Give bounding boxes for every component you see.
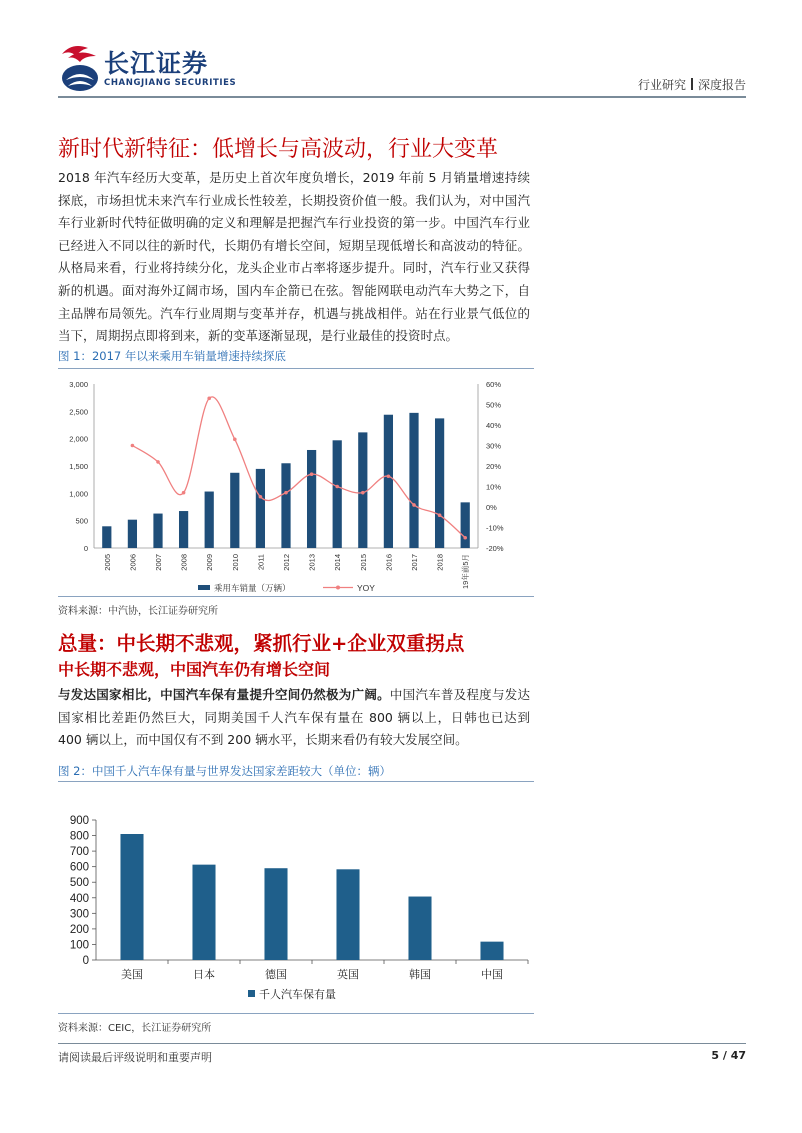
right-axis-tick: 20% [486,462,502,471]
category-in-depth-report: 深度报告 [697,78,746,92]
section2-title: 总量：中长期不悲观，紧抓行业+企业双重拐点 [58,632,465,655]
x-tick-label: 2013 [307,554,317,571]
figure1-top-rule [58,368,534,369]
ownership-bar [336,869,359,960]
x-tick-label: 2016 [384,554,394,571]
yoy-point [207,397,211,401]
section2-lead: 与发达国家相比，中国汽车保有量提升空间仍然极为广阔。 [58,687,390,702]
logo-english-name: CHANGJIANG SECURITIES [104,78,237,88]
chart2-bars [120,834,503,960]
left-axis-tick: 0 [83,544,88,553]
category-separator [691,78,693,90]
sales-bar [409,413,418,548]
company-logo [58,40,248,96]
yoy-point [233,438,237,442]
right-axis-tick: 50% [486,400,502,410]
sales-bar [230,473,239,548]
y-tick-label: 300 [69,908,89,921]
yoy-point [412,503,416,507]
x-tick-label: 2017 [410,554,419,571]
legend-yoy-marker [336,586,340,590]
left-axis-tick: 500 [75,516,88,526]
right-axis-tick: 30% [486,441,502,451]
left-axis-tick: 2,000 [69,434,88,444]
y-tick-label: 200 [69,923,89,936]
figure1-caption: 图 1：2017 年以来乘用车销量增速持续探底 [58,349,286,363]
x-tick-label: 2012 [282,554,291,571]
chart2-legend [248,987,336,1001]
x-tick-label: 2007 [154,554,163,571]
figure2-source: 资料来源：CEIC，长江证券研究所 [58,1023,212,1034]
yoy-point [259,495,263,499]
x-tick-label: 中国 [481,969,503,981]
right-axis-tick: -20% [486,544,504,553]
x-tick-label: 2015 [358,554,368,571]
section1-title: 新时代新特征：低增长与高波动，行业大变革 [58,137,499,162]
sales-bar [102,526,111,548]
left-axis-tick: 1,500 [69,462,88,471]
sales-bar [435,418,444,548]
right-axis-tick: 0% [486,503,497,512]
yoy-point [310,472,314,476]
section2-body: 中国汽车普及程度与发达国家相比差距仍然巨大，同期美国千人汽车保有量在 800 辆以上，日韩也已达到 400 辆以上，而中国仅有不到 200 辆水平，长期来看仍有较大发展空间。 [58,687,530,748]
legend-bar-swatch [198,585,210,590]
figure1-bottom-rule [58,596,534,597]
footer-divider [58,1043,746,1044]
right-axis-tick: 60% [486,380,502,389]
x-tick-label: 德国 [265,969,287,981]
y-tick-label: 700 [69,846,89,859]
x-tick-label: 2018 [435,554,445,571]
figure2-bottom-rule [58,1013,534,1014]
category-industry-research: 行业研究 [637,78,686,92]
logo-emblem-icon [58,40,102,94]
y-tick-label: 600 [69,861,89,874]
ownership-bar [192,865,215,960]
x-tick-label: 2011 [256,554,266,571]
chart2-axes [92,820,528,964]
x-tick-label: 2005 [102,554,112,571]
ownership-bar [120,834,143,960]
ownership-bar [264,868,287,960]
yoy-point [463,536,467,540]
page-number: 5 / 47 [711,1049,746,1062]
legend-swatch [248,990,255,997]
legend-sales-label: 乘用车销量（万辆） [214,583,291,593]
sales-bar [179,511,188,548]
sales-bar [205,492,214,548]
y-tick-label: 100 [69,939,89,952]
right-axis-tick: -10% [486,523,504,533]
x-tick-label: 美国 [121,969,143,981]
figure2-chart [58,800,534,1010]
section2-paragraph [58,684,530,752]
x-tick-label: 19年前5月 [461,554,471,590]
y-tick-label: 0 [82,955,89,967]
x-tick-label: 日本 [193,969,215,981]
yoy-point [156,460,160,464]
left-axis-tick: 3,000 [69,380,88,389]
x-tick-label: 2008 [179,554,189,571]
figure1-chart [58,372,534,594]
sales-bar [384,415,393,548]
figure1-source: 资料来源：中汽协，长江证券研究所 [58,606,218,617]
section1-paragraph: 2018 年汽车经历大变革，是历史上首次年度负增长，2019 年前 5 月销量增速持续探底，市场担忧未来汽车行业成长性较差，长期投资价值一般。我们认为，对中国汽车行业新时代特征做明确的定义和理解是把握汽车行业投资的第一步。中国汽车行业已经进入不同以往的新时代，长期仍有增长空间，短期呈现低增长和高波动的特征。从格局来看，行业将持续分化，龙头企业市占率将逐步提升。同时，汽车行业又获得新的机遇。面对海外辽阔市场，国内车企箭已在弦。智能网联电动汽车大势之下，自主品牌布局领先。汽车行业周期与变革并存，机遇与挑战相伴。站在行业景气低位的当下，周期拐点即将到来，新的变革逐渐显现，是行业最佳的投资时点。 [58,170,530,344]
sales-bar [307,450,316,548]
x-tick-label: 2014 [333,554,343,571]
ownership-bar [480,942,503,960]
chart1-legend [198,583,375,593]
yoy-point [131,444,135,448]
figure2-caption: 图 2：中国千人汽车保有量与世界发达国家差距较大（单位：辆） [58,764,391,778]
x-tick-label: 2009 [205,554,215,571]
x-tick-label: 2006 [128,554,138,571]
yoy-point [438,513,442,517]
x-tick-label: 英国 [337,969,359,981]
y-tick-label: 400 [69,892,89,905]
logo-chinese-name: 长江证券 [104,49,209,78]
right-axis-tick: 10% [486,482,502,492]
sales-bar [358,432,367,548]
sales-bar [256,469,265,548]
chart1-bars [102,413,470,548]
header-divider [58,96,746,98]
legend-ownership-label: 千人汽车保有量 [259,989,336,1001]
figure2-top-rule [58,781,534,782]
yoy-point [284,491,288,495]
sales-bar [281,463,290,548]
y-tick-label: 500 [69,877,89,890]
yoy-point [182,491,186,495]
sales-bar [153,514,162,548]
y-tick-label: 800 [69,830,89,843]
x-tick-label: 2010 [230,554,240,571]
footer-disclaimer: 请阅读最后评级说明和重要声明 [58,1051,212,1064]
yoy-point [361,491,365,495]
sales-bar [128,520,137,548]
left-axis-tick: 1,000 [69,489,88,499]
left-axis-tick: 2,500 [69,407,88,417]
report-category [638,76,746,93]
ownership-bar [408,897,431,960]
y-tick-label: 900 [69,815,89,827]
legend-yoy-label: YOY [357,583,375,593]
yoy-point [335,485,339,489]
yoy-point [387,474,391,478]
sales-bar [461,502,470,548]
sales-bar [333,440,342,548]
x-tick-label: 韩国 [409,969,431,981]
section2-subtitle: 中长期不悲观，中国汽车仍有增长空间 [58,660,331,679]
right-axis-tick: 40% [486,421,502,430]
